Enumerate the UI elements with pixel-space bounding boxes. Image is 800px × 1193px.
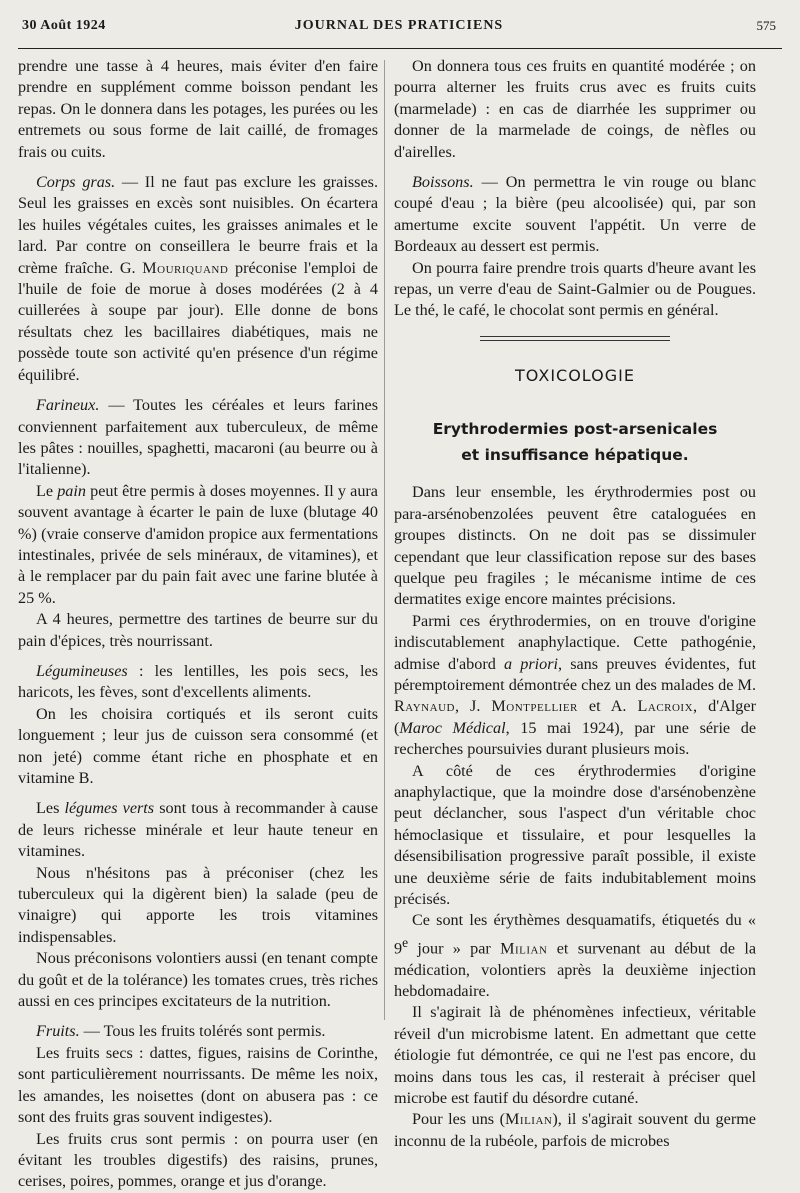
right-column xyxy=(394,56,756,1152)
paragraph-erythemes: Ce sont les érythèmes desquamatifs, étiquetés du « 9e jour » par Milian et survenant au début de la médication, volontiers après la deuxième injection hebdomadaire. xyxy=(394,911,756,1001)
paragraph: Il s'agirait là de phénomènes infectieux, véritable réveil d'un microbisme latent. En admettant que cette étiologie fut démontrée, ce qui ne l'est pas encore, du moins dans tous les cas, il resterait à préciser quel microbe est fautif du désordre cutané. xyxy=(394,1003,756,1108)
paragraph-legumes-verts: Les légumes verts sont tous à recommander à cause de leurs richesse minérale et leur haute teneur en vitamines. xyxy=(18,799,379,861)
author-name: Montpellier xyxy=(491,697,578,716)
paragraph: Les fruits crus sont permis : on pourra user (en évitant les troubles digestifs) des raisins, prunes, cerises, poires, pommes, orange et jus d'orange. xyxy=(18,1129,378,1191)
paragraph: Nous n'hésitons pas à préconiser (chez les tuberculeux qui la digèrent bien) la salade (peu de vinaigre) qui apporte les trois vitamines indispensables. xyxy=(18,863,378,946)
paragraph: Dans leur ensemble, les érythrodermies post ou para-arsénobenzolées peuvent être cataloguées en groupes distincts. On ne doit pas se dissimuler cependant que leur classification repose sur des bases quelque peu fragiles ; le mécanisme intime de ces dermatites exige encore maintes précisions. xyxy=(394,483,756,609)
subheading: Légumineuses xyxy=(36,661,128,680)
paragraph-farineux: Farineux. — Toutes les céréales et leurs farines conviennent parfaitement aux tuberculeux, de même les pâtes : nouilles, spaghetti, macaroni (au beurre ou à l'italienne). xyxy=(18,396,378,479)
article-title-line-2: et insuffisance hépatique. xyxy=(461,446,689,465)
column-divider xyxy=(384,60,385,1020)
paragraph: A 4 heures, permettre des tartines de beurre sur du pain d'épices, très nourrissant. xyxy=(18,610,378,650)
subheading: Boissons. xyxy=(412,173,474,192)
paragraph: Nous préconisons volontiers aussi (en tenant compte du goût et de la tolérance) les tomates crues, très riches aussi en ces principes excitateurs de la nutrition. xyxy=(18,949,378,1011)
subheading: Farineux. xyxy=(36,396,100,415)
paragraph-boissons: Boissons. — On permettra le vin rouge ou blanc coupé d'eau ; la bière (peu alcoolisée) qui, par son amertume excite souvent l'appétit. Un verre de Bordeaux au dessert est permis. xyxy=(394,173,756,256)
subheading: Corps gras. xyxy=(36,173,116,192)
author-name: Lacroix xyxy=(637,697,694,716)
header-date: 30 Août 1924 xyxy=(22,18,106,33)
paragraph-legumineuses: Légumineuses : les lentilles, les pois secs, les haricots, les fèves, sont d'excellents aliments. xyxy=(18,661,378,702)
paragraph: On donnera tous ces fruits en quantité modérée ; on pourra alterner les fruits crus avec es fruits cuits (marmelade) : en cas de diarrhée les supprimer ou donner de la marmelade de coings, de nèfles ou d'airelles. xyxy=(394,57,756,161)
subheading: Fruits. xyxy=(36,1022,80,1041)
header-rule xyxy=(18,48,782,49)
paragraph-fruits: Fruits. — Tous les fruits tolérés sont permis. xyxy=(36,1022,326,1041)
paragraph: Les fruits secs : dattes, figues, raisins de Corinthe, sont particulièrement nourrissants. De même les noix, les amandes, les noisettes (dont on abusera pas : ce sont des fruits gras souvent indigestes). xyxy=(18,1043,378,1127)
journal-citation: Maroc Médical xyxy=(399,718,506,737)
author-name: Milian xyxy=(500,939,548,958)
page-header xyxy=(22,18,776,44)
header-page-number: 575 xyxy=(756,18,776,33)
paragraph-anaphylaxie: Parmi ces érythrodermies, on en trouve d'origine indiscutablement anaphylactique. Cette pathogénie, admise d'abord a priori, sans preuves évidentes, fut péremptoirement démontrée chez un des malades de M. Raynaud, J. Montpellier et A. Lacroix, d'Alger (Maroc Médical, 15 mai 1924), par une série de recherches poursuivies durant plusieurs mois. xyxy=(394,611,757,759)
paragraph-pour-les-uns: Pour les uns (Milian), il s'agirait souvent du germe inconnu de la rubéole, parfois de microbes xyxy=(394,1110,756,1150)
paragraph: On les choisira cortiqués et ils seront cuits longuement ; leur jus de cuisson sera consommé (et non jeté) comme étant riche en phosphate et en vitamine B. xyxy=(18,704,378,787)
article-title-line-1: Erythrodermies post-arsenicales xyxy=(432,420,718,439)
author-name: Mouriquand xyxy=(142,258,229,277)
section-title: TOXICOLOGIE xyxy=(515,365,635,385)
paragraph-pain: Le pain peut être permis à doses moyennes. Il y aura souvent avantage à écarter le pain de luxe (blutage 40 %) (vraie conserve d'amidon propice aux fermentations intestinales, privée de sels minéraux, de vitamines), et à le remplacer par du pain fait avec une farine blutée à 25 %. xyxy=(18,481,378,607)
left-column xyxy=(18,56,378,1193)
author-name: Milian xyxy=(505,1110,553,1129)
author-name: Raynaud xyxy=(394,697,455,716)
paragraph: A côté de ces érythrodermies d'origine anaphylactique, que la moindre dose d'arsénobenzène peut déclancher, sous l'aspect d'un véritable choc hémoclasique et tissulaire, et pour lesquelles la désensibilisation progressive paraît possible, il existe une deuxième série de faits indubitablement moins précisés. xyxy=(394,761,756,908)
paragraph: On pourra faire prendre trois quarts d'heure avant les repas, un verre d'eau de Saint-Galmier ou de Pougues. Le thé, le café, le chocolat sont permis en général. xyxy=(394,258,756,320)
header-journal-title: JOURNAL DES PRATICIENS xyxy=(294,18,504,33)
paragraph-corps-gras: Corps gras. — Il ne faut pas exclure les graisses. Seul les graisses en excès sont nuisibles. On écartera les huiles végétales cuites, les graisses animales et le lard. Par contre on conseillera le beurre frais et la crème fraîche. G. Mouriquand préconise l'emploi de l'huile de foie de morue à doses modérées (2 à 4 cuillerées à soupe par jour). Elle donne de bons résultats chez les bacillaires diabétiques, mais ne possède toute son activité qu'en présence d'un régime équilibré. xyxy=(18,173,378,384)
section-double-rule xyxy=(480,336,670,341)
paragraph: prendre une tasse à 4 heures, mais éviter d'en faire prendre en supplément comme boisson pendant les repas. On le donnera dans les potages, les purées ou les entremets ou sous forme de lait caillé, de fromages frais ou cuits. xyxy=(18,57,378,161)
